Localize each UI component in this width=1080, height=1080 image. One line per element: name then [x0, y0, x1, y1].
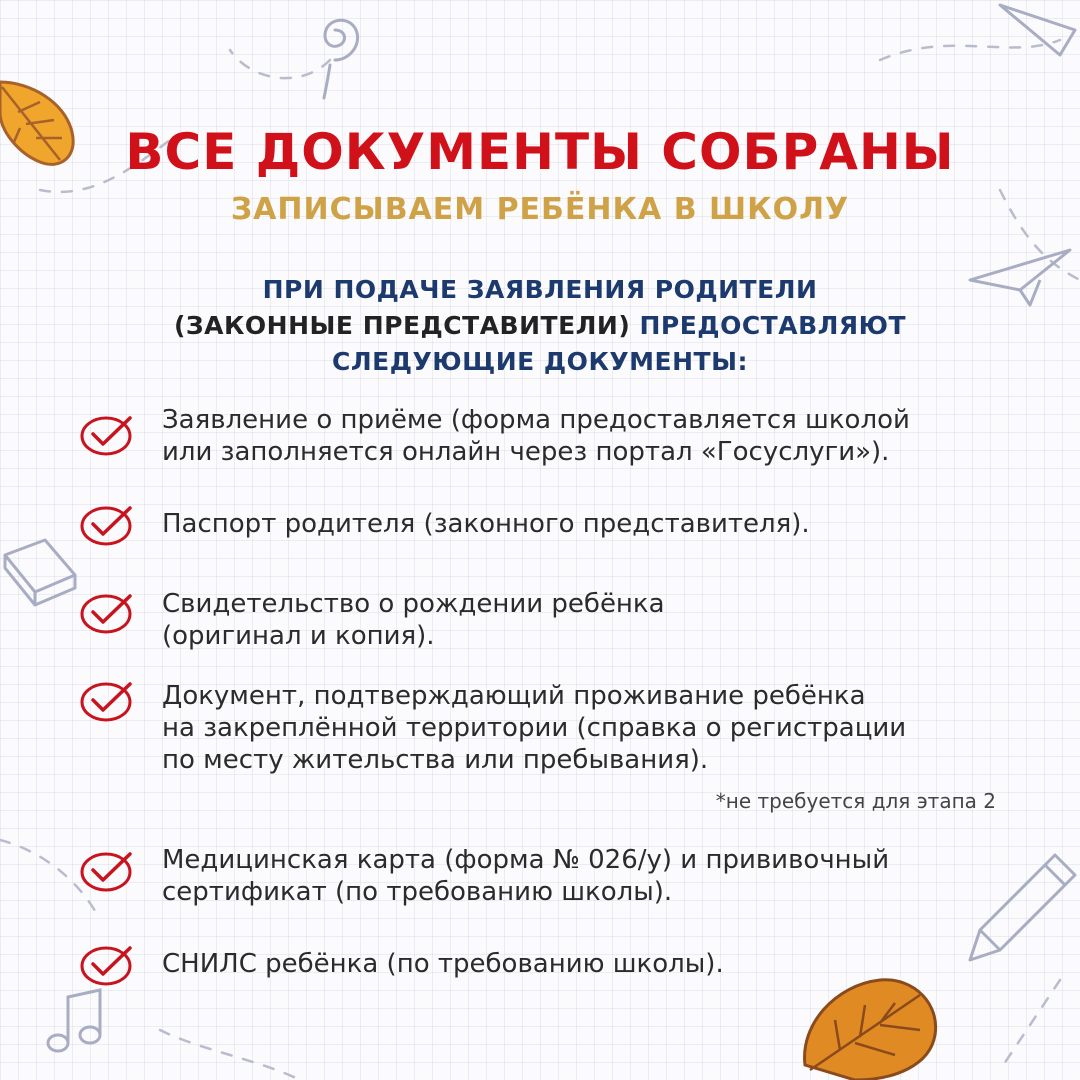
checkmark-circle-icon	[78, 412, 138, 456]
list-item-line: (оригинал и копия).	[162, 621, 435, 651]
music-note-icon	[40, 985, 110, 1060]
list-item-line: Медицинская карта (форма № 026/у) и прививочный	[162, 845, 890, 875]
triangle-doodle-icon	[990, 0, 1080, 70]
book-icon	[0, 530, 80, 610]
intro-line-3: СЛЕДУЮЩИЕ ДОКУМЕНТЫ:	[332, 347, 748, 376]
page-title: ВСЕ ДОКУМЕНТЫ СОБРАНЫ	[125, 123, 955, 181]
intro-text	[0, 272, 1080, 380]
swirl-icon	[290, 0, 380, 100]
page-subtitle: ЗАПИСЫВАЕМ РЕБЁНКА В ШКОЛУ	[230, 192, 850, 227]
checkmark-circle-icon	[78, 678, 138, 722]
intro-line-2-part-2: ПРЕДОСТАВЛЯЮТ	[639, 311, 907, 340]
checkmark-circle-icon	[78, 942, 138, 986]
autumn-leaf-icon	[795, 975, 945, 1080]
list-item-line: или заполняется онлайн через портал «Госуслуги»).	[162, 437, 890, 467]
list-item-line: по месту жительства или пребывания).	[162, 745, 709, 775]
checkmark-circle-icon	[78, 590, 138, 634]
footnote: *не требуется для этапа 2	[715, 789, 996, 813]
intro-line-2	[0, 308, 1080, 344]
intro-line-2-part-1: (ЗАКОННЫЕ ПРЕДСТАВИТЕЛИ)	[173, 311, 631, 340]
list-item-line: Паспорт родителя (законного представителя).	[162, 509, 810, 539]
list-item-line: на закреплённой территории (справка о регистрации	[162, 713, 907, 743]
list-item-line: Документ, подтверждающий проживание ребёнка	[162, 681, 866, 711]
list-item-line: СНИЛС ребёнка (по требованию школы).	[162, 949, 724, 979]
list-item-line: сертификат (по требованию школы).	[162, 877, 673, 907]
list-item-line: Заявление о приёме (форма предоставляется школой	[162, 405, 910, 435]
list-item-line: Свидетельство о рождении ребёнка	[162, 589, 665, 619]
checkmark-circle-icon	[78, 502, 138, 546]
intro-line-1: ПРИ ПОДАЧЕ ЗАЯВЛЕНИЯ РОДИТЕЛИ	[262, 275, 818, 304]
checkmark-circle-icon	[78, 848, 138, 892]
